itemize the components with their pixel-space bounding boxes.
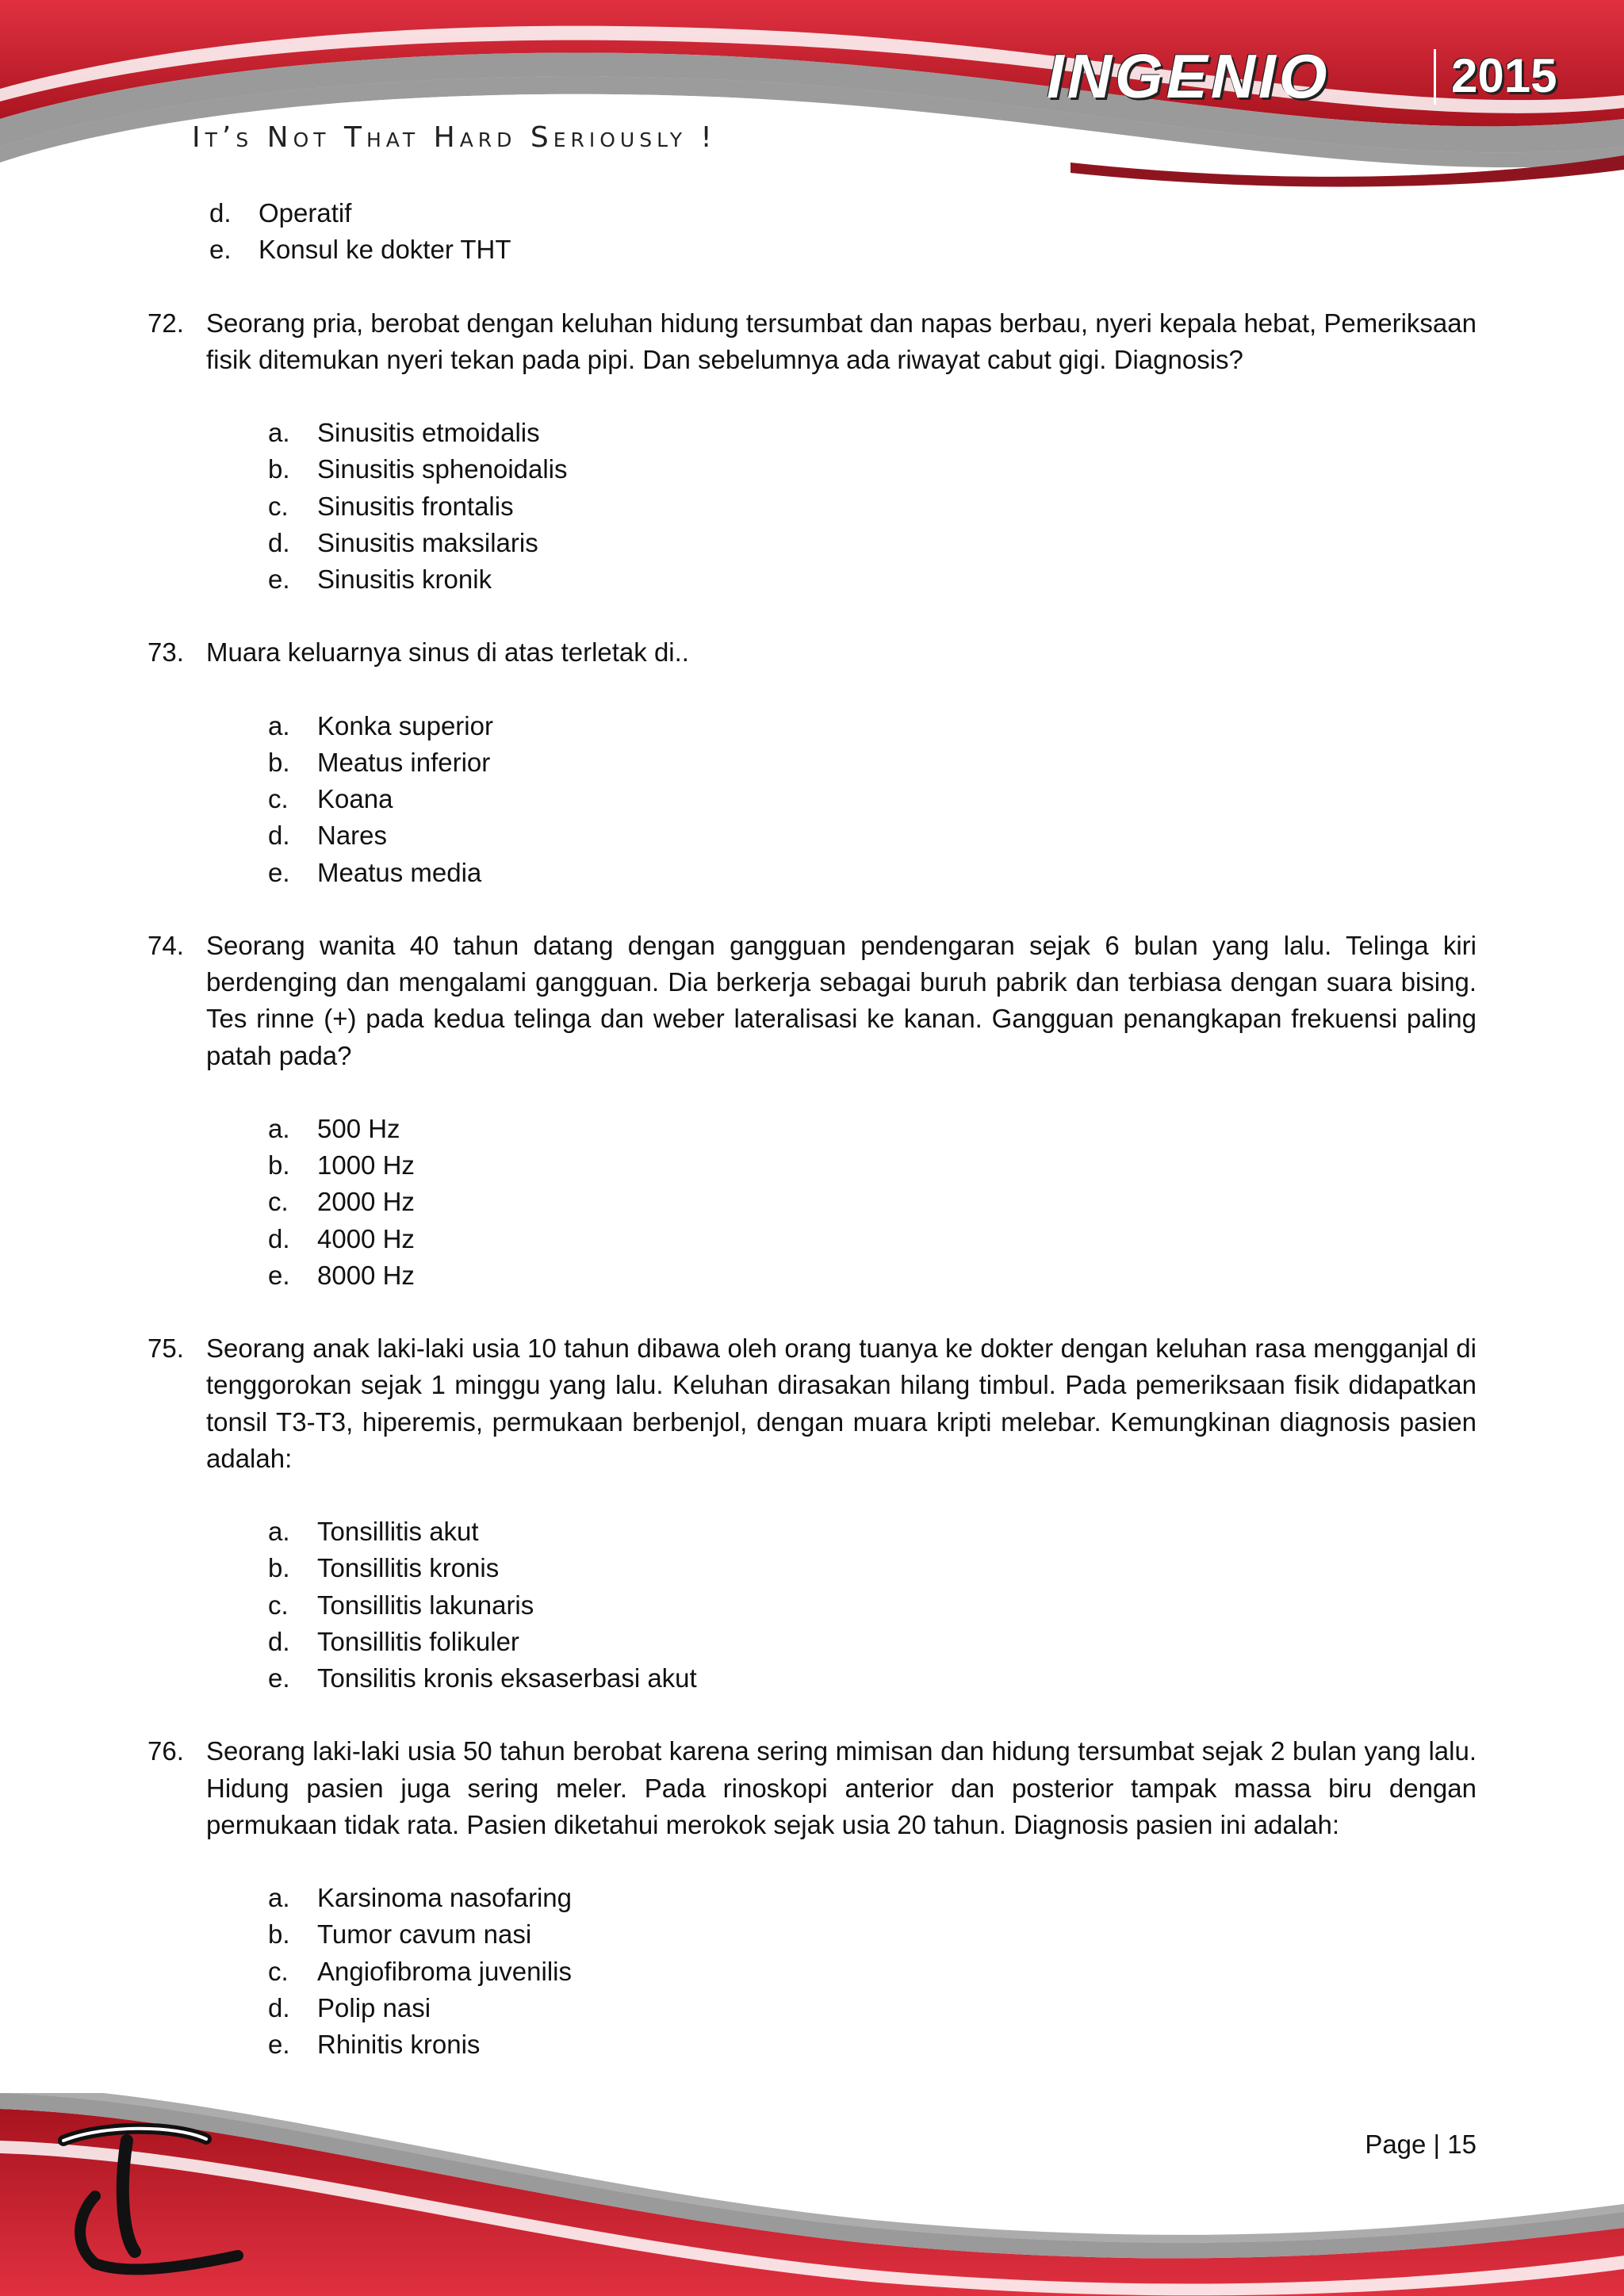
option-item: [206, 1513, 1477, 1550]
option-item: [206, 1624, 1477, 1660]
option-text: Koana: [317, 784, 393, 814]
question-75: [147, 1330, 1477, 1697]
option-item: [206, 1660, 1477, 1697]
option-letter: a.: [268, 710, 290, 740]
option-letter: e.: [268, 564, 290, 594]
option-text: Sinusitis maksilaris: [317, 527, 538, 557]
option-letter: e.: [268, 857, 290, 887]
question-76: [147, 1733, 1477, 2063]
option-letter: a.: [268, 1113, 290, 1143]
option-letter: a.: [268, 1517, 290, 1547]
brand-logo: [1047, 41, 1586, 111]
option-text: 2000 Hz: [317, 1187, 415, 1217]
option-text: Konsul ke dokter THT: [259, 235, 511, 265]
answer-options: [206, 708, 1477, 891]
brand-year: 2015: [1451, 49, 1557, 102]
option-letter: c.: [268, 784, 289, 814]
option-item: [206, 525, 1477, 561]
option-letter: e.: [268, 2030, 290, 2059]
option-text: Operatif: [259, 198, 352, 228]
option-text: Tonsilitis kronis eksaserbasi akut: [317, 1663, 697, 1693]
option-letter: e.: [209, 235, 232, 265]
option-letter: c.: [268, 1187, 289, 1217]
answer-options: [206, 1880, 1477, 2063]
option-text: 500 Hz: [317, 1113, 400, 1143]
option-text: Meatus inferior: [317, 747, 491, 777]
option-text: 4000 Hz: [317, 1223, 415, 1253]
option-text: Sinusitis sphenoidalis: [317, 454, 568, 484]
option-item: [206, 817, 1477, 854]
option-letter: d.: [268, 527, 290, 557]
question-72: [147, 305, 1477, 599]
option-text: Nares: [317, 821, 388, 851]
question-text: Seorang wanita 40 tahun datang dengan gangguan pendengaran sejak 6 bulan yang lalu. Telinga kiri berdenging dan mengalami gangguan. Dia berkerja sebagai buruh pabrik dan terbiasa dengan suara bising. Tes rinne (+) pada kedua telinga dan weber lateralisasi ke kanan. Gangguan penangkapan frekuensi paling patah pada?: [206, 930, 1477, 1070]
option-text: Tumor cavum nasi: [317, 1919, 532, 1950]
option-text: Meatus media: [317, 857, 482, 887]
option-letter: b.: [268, 454, 290, 484]
option-item: [206, 855, 1477, 891]
option-item: [206, 561, 1477, 598]
option-item: [206, 1954, 1477, 1990]
option-text: Karsinoma nasofaring: [317, 1883, 573, 1913]
option-letter: d.: [209, 198, 232, 228]
option-letter: b.: [268, 747, 290, 777]
option-item: [206, 1550, 1477, 1586]
option-text: Tonsillitis kronis: [317, 1553, 500, 1583]
question-number: 73.: [147, 637, 184, 668]
option-text: Sinusitis etmoidalis: [317, 418, 540, 448]
question-text: Seorang anak laki-laki usia 10 tahun dibawa oleh orang tuanya ke dokter dengan keluhan rasa mengganjal di tenggorokan sejak 1 minggu yang lalu. Keluhan dirasakan hilang timbul. Pada pemeriksaan fisik didapatkan tonsil T3-T3, hiperemis, permukaan berbenjol, dengan muara kripti melebar. Kemungkinan diagnosis pasien adalah:: [206, 1334, 1477, 1473]
option-item: [206, 2026, 1477, 2063]
question-number: 74.: [147, 930, 184, 960]
option-letter: e.: [268, 1260, 290, 1290]
option-text: 1000 Hz: [317, 1150, 415, 1181]
option-item: [206, 1147, 1477, 1184]
answer-options: [206, 415, 1477, 598]
option-letter: c.: [268, 1590, 289, 1620]
option-text: Polip nasi: [317, 1992, 431, 2022]
option-item: [206, 1587, 1477, 1624]
option-item: [206, 1257, 1477, 1294]
option-item: [206, 708, 1477, 744]
option-letter: d.: [268, 1626, 290, 1656]
option-letter: d.: [268, 1223, 290, 1253]
question-74: [147, 928, 1477, 1294]
option-item: [206, 1184, 1477, 1220]
option-item: [206, 1111, 1477, 1147]
option-text: Sinusitis frontalis: [317, 491, 514, 521]
option-text: Rhinitis kronis: [317, 2030, 481, 2059]
question-number: 76.: [147, 1736, 184, 1766]
option-item: [206, 1990, 1477, 2026]
option-item: [206, 1916, 1477, 1953]
option-text: 8000 Hz: [317, 1260, 415, 1290]
brand-separator: [1434, 49, 1436, 105]
option-letter: a.: [268, 1883, 290, 1913]
option-text: Konka superior: [317, 710, 493, 740]
option-item: [206, 781, 1477, 817]
option-letter: b.: [268, 1150, 290, 1181]
page-number: Page | 15: [1365, 2130, 1477, 2159]
answer-options: [206, 1111, 1477, 1294]
option-letter: c.: [268, 491, 289, 521]
option-letter: c.: [268, 1956, 289, 1986]
question-text: Muara keluarnya sinus di atas terletak di..: [206, 637, 689, 668]
option-item: [206, 1880, 1477, 1916]
option-text: Angiofibroma juvenilis: [317, 1956, 572, 1986]
question-73: [147, 634, 1477, 890]
option-text: Tonsillitis folikuler: [317, 1626, 519, 1656]
option-letter: d.: [268, 1992, 290, 2022]
option-letter: b.: [268, 1919, 290, 1950]
question-list: [147, 195, 1477, 2063]
option-item: [206, 1221, 1477, 1257]
footer-logo-icon: [48, 2117, 254, 2283]
tagline: It’s Not That Hard Seriously !: [192, 121, 717, 154]
option-letter: b.: [268, 1553, 290, 1583]
option-item: [206, 451, 1477, 488]
option-item: [206, 415, 1477, 451]
option-letter: d.: [268, 821, 290, 851]
option-letter: a.: [268, 418, 290, 448]
option-item: [206, 744, 1477, 781]
option-text: Sinusitis kronik: [317, 564, 492, 594]
option-text: Tonsillitis akut: [317, 1517, 479, 1547]
brand-name: INGENIO: [1047, 41, 1331, 111]
question-text: Seorang pria, berobat dengan keluhan hidung tersumbat dan napas berbau, nyeri kepala hebat, Pemeriksaan fisik ditemukan nyeri tekan pada pipi. Dan sebelumnya ada riwayat cabut gigi. Diagnosis?: [206, 308, 1477, 374]
answer-options: [206, 1513, 1477, 1697]
option-item: [206, 488, 1477, 525]
question-number: 72.: [147, 308, 184, 338]
option-text: Tonsillitis lakunaris: [317, 1590, 534, 1620]
question-number: 75.: [147, 1334, 184, 1364]
continued-options: [147, 195, 1477, 268]
option-item: [147, 195, 1477, 232]
option-letter: e.: [268, 1663, 290, 1693]
question-text: Seorang laki-laki usia 50 tahun berobat karena sering mimisan dan hidung tersumbat sejak 2 bulan yang lalu. Hidung pasien juga sering meler. Pada rinoskopi anterior dan posterior tampak massa biru dengan permukaan tidak rata. Pasien diketahui merokok sejak usia 20 tahun. Diagnosis pasien ini adalah:: [206, 1736, 1477, 1839]
option-item: [147, 232, 1477, 268]
